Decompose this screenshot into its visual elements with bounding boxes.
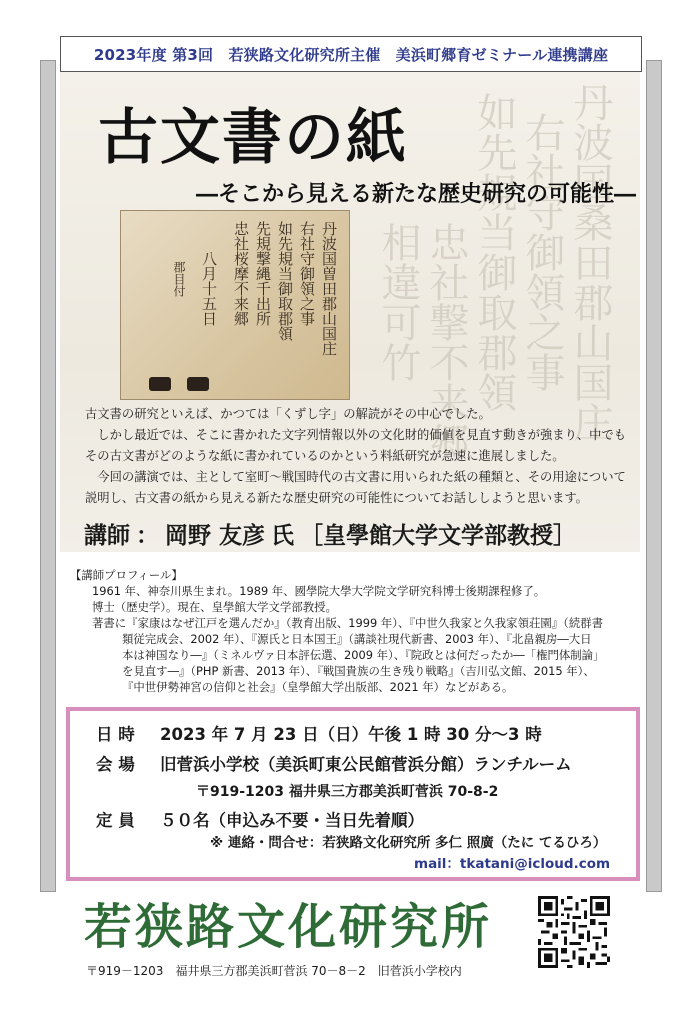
organization-name: 若狭路文化研究所 — [84, 899, 493, 955]
background-brush-column: 右社守御領之事 — [519, 112, 565, 392]
profile-line: を見直す―』（PHP 新書、2013 年）、『戦国貴族の生き残り戦略』（吉川弘文館、2015 年）、 — [122, 664, 595, 678]
lecturer-colon: ： — [136, 523, 159, 549]
intro-text — [85, 404, 635, 509]
lecturer-profile — [70, 567, 640, 695]
event-date-row — [96, 721, 542, 745]
page-title: 古文書の紙 — [98, 103, 408, 173]
event-capacity-label: 定 員 — [96, 811, 135, 830]
event-contact: ※ 連絡・問合せ：若狭路文化研究所 多仁 照廣（たに てるひろ） — [210, 835, 607, 851]
intro-paragraph: しかし最近では、そこに書かれた文字列情報以外の文化財的価値を見直す動きが強まり、中でもその古文書がどのような紙に書かれているのかという料紙研究が急速に進展しました。 — [85, 428, 627, 463]
photo-text-column: 先規撃縄千出所 — [254, 221, 272, 326]
profile-line: 本は神国なり―』（ミネルヴァ日本評伝選、2009 年）、『院政とは何だったか―「権門体制論」 — [122, 648, 605, 662]
page-subtitle: ―そこから見える新たな歴史研究の可能性― — [196, 181, 637, 207]
profile-line: 類従完成会、2002 年）、『源氏と日本国王』（講談社現代新書、2003 年）、『北畠親房―大日 — [122, 632, 592, 646]
qr-code-icon[interactable] — [538, 896, 610, 968]
background-brush-column: 相違可竹 — [375, 222, 421, 382]
event-info-box — [66, 707, 640, 881]
profile-heading: 【講師プロフィール】 — [70, 568, 183, 582]
header-banner — [60, 36, 642, 72]
photo-text-column: 右社守御領之事 — [298, 221, 316, 326]
seal-mark-icon — [149, 377, 171, 391]
lecturer-role: 講師 — [84, 523, 130, 549]
organization-address: 〒919－1203 福井県三方郡美浜町菅浜 70－8－2 旧菅浜小学校内 — [86, 964, 462, 978]
event-date-label: 日 時 — [96, 725, 135, 744]
lecturer-honorific: 氏 — [271, 523, 295, 549]
photo-text-column: 忠社桜摩不来郷 — [232, 221, 250, 326]
event-venue-address: 〒919-1203 福井県三方郡美浜町菅浜 70-8-2 — [196, 784, 499, 800]
background-brush-column: 如先規当御取郡領 — [471, 92, 517, 412]
photo-text-column: 八月十五日 — [200, 251, 218, 326]
event-capacity-value: ５０名（申込み不要・当日先着順） — [160, 811, 424, 830]
intro-paragraph: 今回の講演では、主として室町～戦国時代の古文書に用いられた紙の種類と、その用途について説明し、古文書の紙から見える新たな歴史研究の可能性についてお話ししようと思います。 — [85, 470, 626, 505]
profile-line: 1961 年、神奈川県生まれ。1989 年、國學院大學大学院文学研究科博士後期課程修了。 — [92, 584, 546, 598]
photo-text-column: 丹波国曽田郡山国庄 — [320, 221, 338, 356]
lecturer-line — [84, 517, 582, 550]
header-banner-text: 2023年度 第3回 若狭路文化研究所主催 美浜町郷育ゼミナール連携講座 — [93, 45, 609, 64]
seal-mark-icon — [187, 377, 209, 391]
event-venue-value: 旧菅浜小学校（美浜町東公民館菅浜分館）ランチルーム — [160, 755, 572, 774]
background-brush-column: 丹波国桑田郡山国庄 — [567, 82, 613, 442]
lecturer-name: 岡野 友彦 — [165, 523, 266, 549]
profile-line: 『中世伊勢神宮の信仰と社会』（皇學館大学出版部、2021 年）などがある。 — [122, 680, 514, 694]
lecturer-affiliation: ［皇學館大学文学部教授］ — [300, 523, 577, 549]
event-venue-row — [96, 751, 572, 775]
document-photo — [120, 210, 350, 400]
profile-line: 博士（歴史学）。現在、皇學館大学文学部教授。 — [92, 600, 337, 614]
profile-line: 著書に『家康はなぜ江戸を選んだか』（教育出版、1999 年）、『中世久我家と久我家領荘園』（続群書 — [92, 616, 603, 630]
left-decorative-bar — [40, 60, 56, 892]
photo-text-column: 如先規当御取郡領 — [276, 221, 294, 341]
event-date-value: 2023 年 7 月 23 日（日）午後 1 時 30 分～3 時 — [160, 725, 542, 744]
intro-paragraph: 古文書の研究といえば、かつては「くずし字」の解読がその中心でした。 — [85, 407, 491, 421]
photo-text-column: 郡目付 — [172, 261, 186, 297]
background-brush-column: 忠社撃不来郷 — [423, 222, 469, 462]
event-capacity-row — [96, 807, 424, 831]
event-venue-label: 会 場 — [96, 755, 135, 774]
event-mail-link[interactable]: mail：tkatani@icloud.com — [414, 856, 611, 872]
right-decorative-bar — [646, 60, 662, 892]
